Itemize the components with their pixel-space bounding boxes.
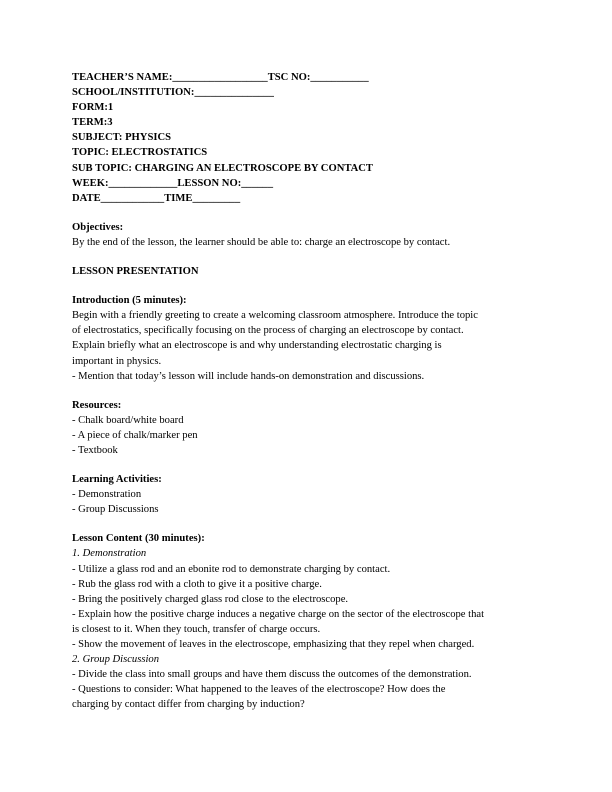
- demonstration-line: - Rub the glass rod with a cloth to give it a positive charge.: [72, 578, 322, 590]
- objectives-section: [72, 220, 548, 250]
- term-line: TERM:3: [72, 117, 113, 129]
- resource-item: - Textbook: [72, 444, 118, 456]
- demonstration-line: - Bring the positively charged glass rod close to the electroscope.: [72, 593, 349, 605]
- lesson-presentation-heading: LESSON PRESENTATION: [72, 266, 199, 278]
- resources-heading: Resources:: [72, 399, 122, 411]
- objectives-heading: Objectives:: [72, 221, 124, 233]
- group-discussion-line: charging by contact differ from charging by induction?: [72, 699, 305, 711]
- introduction-line: Explain briefly what an electroscope is and why understanding electrostatic charging is: [72, 340, 442, 352]
- resource-item: - Chalk board/white board: [72, 414, 184, 426]
- lesson-content-heading: Lesson Content (30 minutes):: [72, 533, 205, 545]
- introduction-line: - Mention that today’s lesson will include hands-on demonstration and discussions.: [72, 370, 425, 382]
- demonstration-line: - Utilize a glass rod and an ebonite rod to demonstrate charging by contact.: [72, 563, 391, 575]
- objectives-text: By the end of the lesson, the learner should be able to: charge an electroscope by contact.: [72, 236, 451, 248]
- topic-line: TOPIC: ELECTROSTATICS: [72, 147, 208, 159]
- sub-topic-line: SUB TOPIC: CHARGING AN ELECTROSCOPE BY CONTACT: [72, 162, 373, 174]
- introduction-line: Begin with a friendly greeting to create a welcoming classroom atmosphere. Introduce the topic: [72, 310, 478, 322]
- learning-activities-heading: Learning Activities:: [72, 474, 162, 486]
- activity-item: - Group Discussions: [72, 504, 159, 516]
- introduction-section: [72, 293, 548, 384]
- group-discussion-line: - Questions to consider: What happened to the leaves of the electroscope? How does the: [72, 684, 446, 696]
- demonstration-line: - Show the movement of leaves in the electroscope, emphasizing that they repel when charged.: [72, 639, 475, 650]
- form-line: FORM:1: [72, 102, 114, 114]
- introduction-line: important in physics.: [72, 355, 162, 367]
- activity-item: - Demonstration: [72, 489, 142, 501]
- subject-line: SUBJECT: PHYSICS: [72, 132, 171, 144]
- header-block: [72, 70, 548, 206]
- introduction-heading: Introduction (5 minutes):: [72, 295, 187, 307]
- week-line: WEEK:_____________LESSON NO:______: [72, 177, 274, 189]
- lesson-content-section: [72, 531, 548, 712]
- demonstration-subheading: 1. Demonstration: [72, 548, 147, 560]
- group-discussion-subheading: 2. Group Discussion: [72, 654, 160, 666]
- teacher-name-line: TEACHER’S NAME:__________________TSC NO:___________: [72, 72, 369, 83]
- lesson-plan-page: [72, 70, 548, 712]
- resources-section: [72, 398, 548, 458]
- school-line: SCHOOL/INSTITUTION:_______________: [72, 87, 274, 99]
- introduction-line: of electrostatics, specifically focusing on the process of charging an electroscope by contact.: [72, 325, 464, 337]
- demonstration-line: is closest to it. When they touch, transfer of charge occurs.: [72, 623, 321, 635]
- demonstration-line: - Explain how the positive charge induces a negative charge on the sector of the electroscope that: [72, 608, 485, 620]
- date-line: DATE____________TIME_________: [72, 192, 241, 204]
- resource-item: - A piece of chalk/marker pen: [72, 429, 198, 441]
- group-discussion-line: - Divide the class into small groups and have them discuss the outcomes of the demonstration.: [72, 669, 472, 681]
- learning-activities-section: [72, 472, 548, 517]
